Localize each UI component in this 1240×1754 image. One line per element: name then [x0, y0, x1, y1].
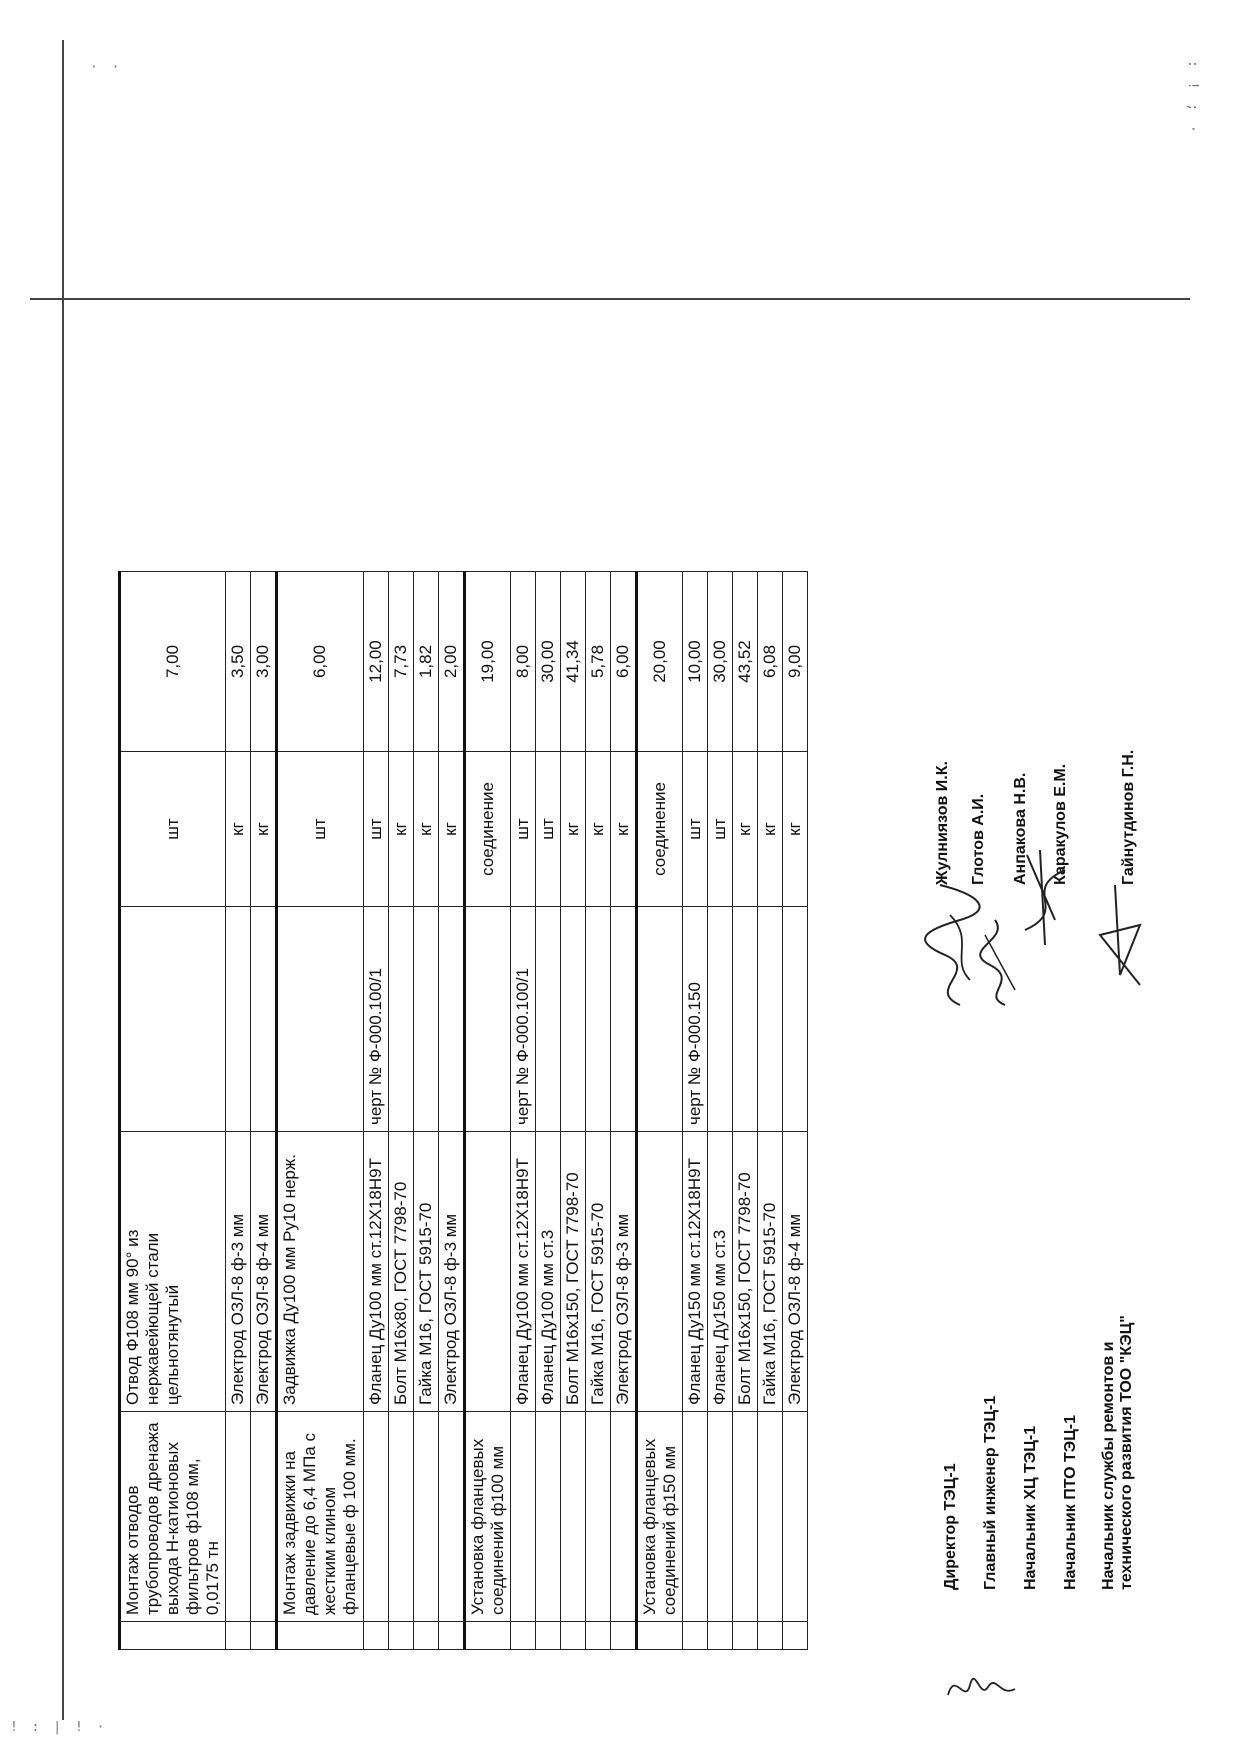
row-number-cell — [610, 1622, 636, 1650]
row-number-cell — [510, 1622, 535, 1650]
row-number-cell — [733, 1622, 758, 1650]
material-cell: Задвижка Ду100 мм Ру10 нерж. — [277, 1132, 363, 1412]
row-number-cell — [783, 1622, 808, 1650]
drawing-note-cell — [783, 907, 808, 1132]
row-number-cell — [464, 1622, 510, 1650]
row-number-cell — [758, 1622, 783, 1650]
material-cell: Электрод ОЗЛ-8 ф-4 мм — [783, 1132, 808, 1412]
work-description-cell: Установка фланцевых соединений ф150 мм — [637, 1412, 683, 1622]
drawing-note-cell — [758, 907, 783, 1132]
material-cell: Электрод ОЗЛ-8 ф-3 мм — [438, 1132, 464, 1412]
material-cell: Гайка М16, ГОСТ 5915-70 — [758, 1132, 783, 1412]
signatory-name: Жулниязов И.К. — [934, 761, 951, 885]
table-row — [510, 572, 535, 1650]
drawing-note-cell — [560, 907, 585, 1132]
quantity-cell: 2,00 — [438, 572, 464, 752]
unit-cell: соединение — [637, 752, 683, 907]
row-number-cell — [560, 1622, 585, 1650]
work-description-cell — [683, 1412, 708, 1622]
quantity-cell: 12,00 — [363, 572, 388, 752]
unit-cell: кг — [733, 752, 758, 907]
quantity-cell: 30,00 — [708, 572, 733, 752]
material-cell: Болт М16х80, ГОСТ 7798-70 — [388, 1132, 413, 1412]
work-description-cell — [226, 1412, 251, 1622]
unit-cell: шт — [363, 752, 388, 907]
work-description-cell — [363, 1412, 388, 1622]
unit-cell: кг — [610, 752, 636, 907]
table-row — [585, 572, 610, 1650]
material-cell: Гайка М16, ГОСТ 5915-70 — [413, 1132, 438, 1412]
material-cell: Фланец Ду100 мм ст.12Х18Н9Т — [363, 1132, 388, 1412]
signatory-position: Директор ТЭЦ-1 — [942, 1463, 959, 1590]
table-row — [535, 572, 560, 1650]
drawing-note-cell — [733, 907, 758, 1132]
work-description-cell — [733, 1412, 758, 1622]
table-row — [363, 572, 388, 1650]
unit-cell: шт — [535, 752, 560, 907]
row-number-cell — [535, 1622, 560, 1650]
signature-image — [1015, 840, 1075, 950]
row-number-cell — [226, 1622, 251, 1650]
table-row — [560, 572, 585, 1650]
row-number-cell — [683, 1622, 708, 1650]
material-cell: Электрод ОЗЛ-8 ф-3 мм — [226, 1132, 251, 1412]
unit-cell: кг — [388, 752, 413, 907]
material-cell — [637, 1132, 683, 1412]
unit-cell: шт — [120, 752, 226, 907]
quantity-cell: 10,00 — [683, 572, 708, 752]
rotated-page — [50, 50, 1150, 1650]
drawing-note-cell — [535, 907, 560, 1132]
table-row — [251, 572, 277, 1650]
signatory-name: Каракулов Е.М. — [1052, 763, 1069, 885]
work-description-cell — [535, 1412, 560, 1622]
quantity-cell: 9,00 — [783, 572, 808, 752]
unit-cell: кг — [413, 752, 438, 907]
drawing-note-cell — [708, 907, 733, 1132]
row-number-cell — [277, 1622, 363, 1650]
drawing-note-cell — [277, 907, 363, 1132]
drawing-note-cell — [251, 907, 277, 1132]
work-description-cell — [708, 1412, 733, 1622]
work-description-cell: Установка фланцевых соединений ф100 мм — [464, 1412, 510, 1622]
unit-cell: кг — [783, 752, 808, 907]
quantity-cell: 3,50 — [226, 572, 251, 752]
drawing-note-cell — [388, 907, 413, 1132]
unit-cell: шт — [277, 752, 363, 907]
works-table — [118, 571, 808, 1650]
work-description-cell: Монтаж задвижки на давление до 6,4 МПа с жестким клином фланцевые ф 100 мм. — [277, 1412, 363, 1622]
drawing-note-cell: черт № Ф-000.100/1 — [510, 907, 535, 1132]
drawing-note-cell — [610, 907, 636, 1132]
quantity-cell: 1,82 — [413, 572, 438, 752]
work-description-cell — [585, 1412, 610, 1622]
signatory-position: Начальник службы ремонтов и технического развития ТОО "КЭЦ" — [1100, 1315, 1135, 1590]
unit-cell: кг — [251, 752, 277, 907]
material-cell: Электрод ОЗЛ-8 ф-4 мм — [251, 1132, 277, 1412]
unit-cell: кг — [758, 752, 783, 907]
drawing-note-cell — [464, 907, 510, 1132]
table-row — [438, 572, 464, 1650]
quantity-cell: 6,08 — [758, 572, 783, 752]
material-cell: Фланец Ду150 мм ст.12Х18Н9Т — [683, 1132, 708, 1412]
row-number-cell — [708, 1622, 733, 1650]
signatory-position: Начальник ПТО ТЭЦ-1 — [1062, 1414, 1079, 1590]
row-number-cell — [438, 1622, 464, 1650]
signatory-name: Гайнутдинов Г.Н. — [1120, 749, 1137, 885]
quantity-cell: 3,00 — [251, 572, 277, 752]
quantity-cell: 6,00 — [610, 572, 636, 752]
row-number-cell — [251, 1622, 277, 1650]
signatory-name: Анпакова Н.В. — [1012, 772, 1029, 885]
row-number-cell — [413, 1622, 438, 1650]
unit-cell: кг — [226, 752, 251, 907]
unit-cell: кг — [560, 752, 585, 907]
quantity-cell: 8,00 — [510, 572, 535, 752]
row-number-cell — [388, 1622, 413, 1650]
quantity-cell: 43,52 — [733, 572, 758, 752]
drawing-note-cell — [637, 907, 683, 1132]
material-cell: Гайка М16, ГОСТ 5915-70 — [585, 1132, 610, 1412]
quantity-cell: 7,00 — [120, 572, 226, 752]
signatory-position: Начальник ХЦ ТЭЦ-1 — [1022, 1425, 1039, 1590]
table-row — [758, 572, 783, 1650]
quantity-cell: 30,00 — [535, 572, 560, 752]
material-cell: Отвод Ф108 мм 90° из нержавейющей стали цельнотянутый — [120, 1132, 226, 1412]
work-description-cell — [251, 1412, 277, 1622]
drawing-note-cell: черт № Ф-000.100/1 — [363, 907, 388, 1132]
table-row — [637, 572, 683, 1650]
table-row — [783, 572, 808, 1650]
scan-noise-top: · · — [90, 60, 123, 75]
material-cell: Болт М16х150, ГОСТ 7798-70 — [733, 1132, 758, 1412]
initials-mark — [940, 1665, 1020, 1710]
work-description-cell — [758, 1412, 783, 1622]
quantity-cell: 19,00 — [464, 572, 510, 752]
drawing-note-cell — [413, 907, 438, 1132]
unit-cell: кг — [585, 752, 610, 907]
row-number-cell — [585, 1622, 610, 1650]
table-row — [733, 572, 758, 1650]
quantity-cell: 7,73 — [388, 572, 413, 752]
table-row — [610, 572, 636, 1650]
drawing-note-cell — [438, 907, 464, 1132]
work-description-cell: Монтаж отводов трубопроводов дренажа выхода Н-катионовых фильтров ф108 мм, 0,0175 тн — [120, 1412, 226, 1622]
signatory-name: Глотов А.И. — [970, 793, 987, 885]
work-description-cell — [413, 1412, 438, 1622]
material-cell: Фланец Ду100 мм ст.3 — [535, 1132, 560, 1412]
work-description-cell — [388, 1412, 413, 1622]
unit-cell: шт — [708, 752, 733, 907]
table-row — [226, 572, 251, 1650]
work-description-cell — [610, 1412, 636, 1622]
signatory-position: Главный инженер ТЭЦ-1 — [982, 1395, 999, 1590]
unit-cell: шт — [683, 752, 708, 907]
table-row — [708, 572, 733, 1650]
row-number-cell — [637, 1622, 683, 1650]
drawing-note-cell: черт № Ф-000.150 — [683, 907, 708, 1132]
drawing-note-cell — [226, 907, 251, 1132]
scan-noise-right: : ! ; · — [1185, 60, 1200, 136]
drawing-note-cell — [120, 907, 226, 1132]
unit-cell: соединение — [464, 752, 510, 907]
drawing-note-cell — [585, 907, 610, 1132]
signatures-block — [930, 50, 1150, 1650]
material-cell: Фланец Ду150 мм ст.3 — [708, 1132, 733, 1412]
work-description-cell — [783, 1412, 808, 1622]
material-cell: Фланец Ду100 мм ст.12Х18Н9Т — [510, 1132, 535, 1412]
signature-image — [1080, 875, 1150, 995]
table-row — [413, 572, 438, 1650]
material-cell: Болт М16х150, ГОСТ 7798-70 — [560, 1132, 585, 1412]
work-description-cell — [438, 1412, 464, 1622]
table-row — [683, 572, 708, 1650]
quantity-cell: 5,78 — [585, 572, 610, 752]
unit-cell: кг — [438, 752, 464, 907]
work-description-cell — [560, 1412, 585, 1622]
unit-cell: шт — [510, 752, 535, 907]
work-description-cell — [510, 1412, 535, 1622]
table-row — [388, 572, 413, 1650]
material-cell — [464, 1132, 510, 1412]
table-row — [277, 572, 363, 1650]
table-row — [464, 572, 510, 1650]
row-number-cell — [120, 1622, 226, 1650]
row-number-cell — [363, 1622, 388, 1650]
quantity-cell: 6,00 — [277, 572, 363, 752]
material-cell: Электрод ОЗЛ-8 ф-3 мм — [610, 1132, 636, 1412]
table-row — [120, 572, 226, 1650]
quantity-cell: 41,34 — [560, 572, 585, 752]
quantity-cell: 20,00 — [637, 572, 683, 752]
scan-noise-bottom: ! : | ! · — [10, 1720, 108, 1735]
